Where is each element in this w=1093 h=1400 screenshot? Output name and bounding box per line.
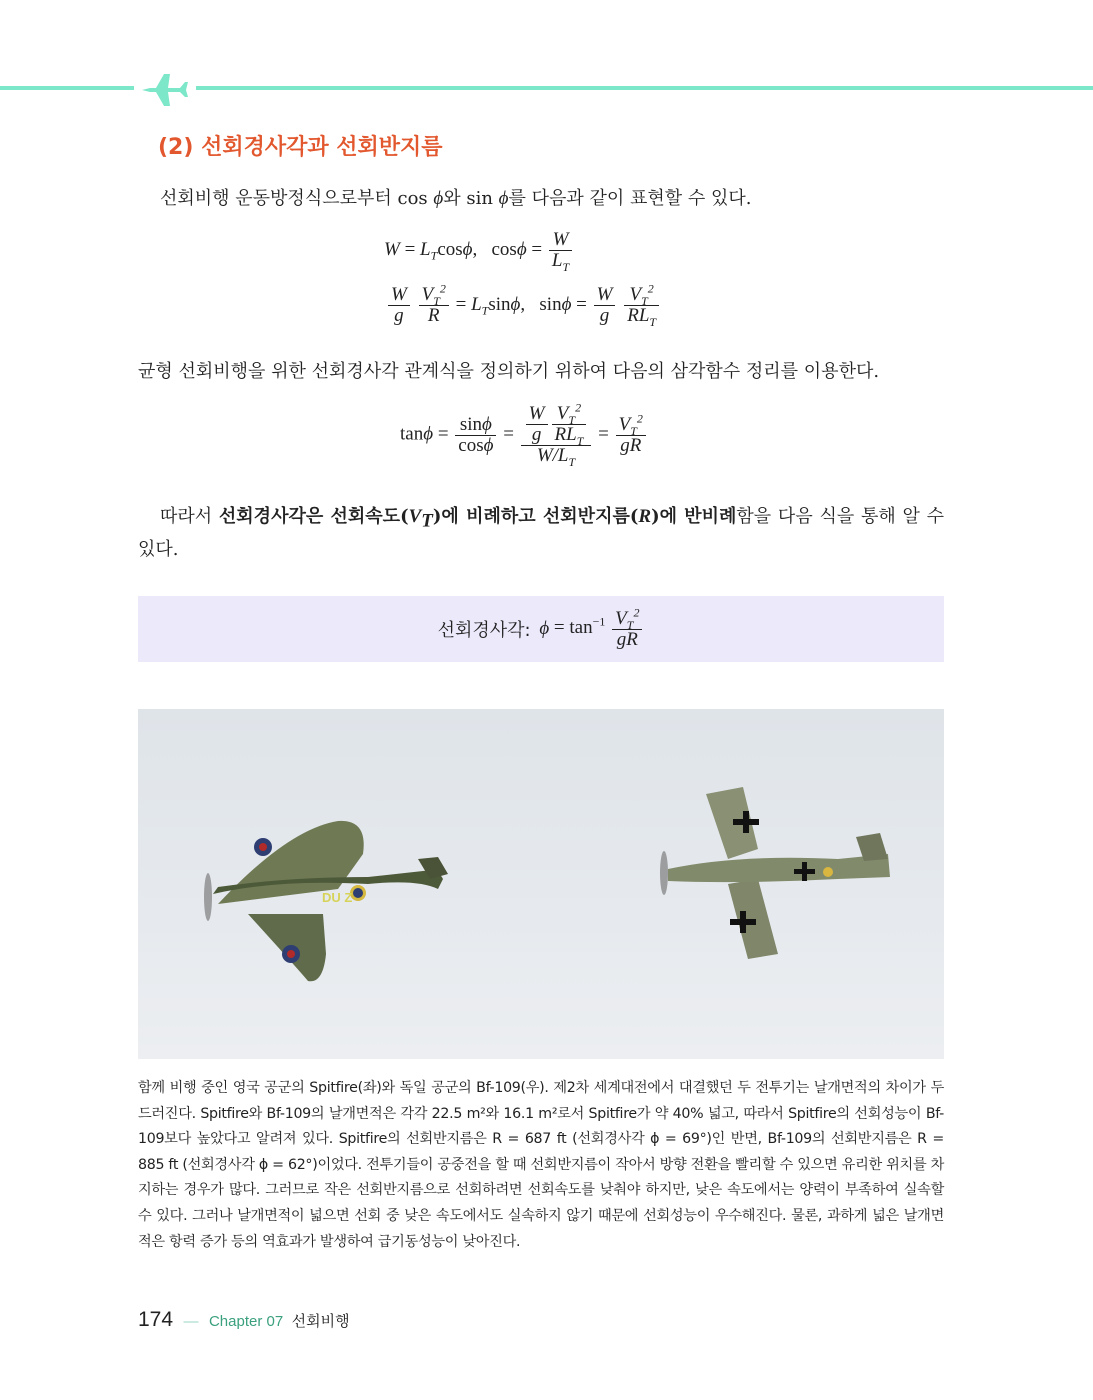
- chapter-title: 선회비행: [291, 1312, 350, 1330]
- section-title: (2) 선회경사각과 선회반지름: [158, 135, 443, 160]
- bank-angle-formula-box: [138, 596, 944, 662]
- equation-tan-phi: tanϕ = $\frac{\sin\phi}{\cos\phi}$ = $\frac{W}{g}$ $\frac{V_T^2}{RL_T}$ $W/L_T$ = $\frac{V_T^2}{gR}$: [400, 404, 648, 466]
- formula-label: 선회경사각:: [437, 620, 531, 641]
- paragraph-trig: 균형 선회비행을 위한 선회경사각 관계식을 정의하기 위하여 다음의 삼각함수 정리를 이용한다.: [138, 361, 880, 382]
- aircraft-photo: [138, 709, 944, 1059]
- paragraph-conclusion: 따라서 선회경사각은 선회속도$(V_T)$에 비례하고 선회반지름(R)에 반비례함을 다음 식을 통해 알 수 있다.: [138, 506, 944, 560]
- paragraph-intro: 선회비행 운동방정식으로부터 cos ϕ와 sin ϕ를 다음과 같이 표현할 수 있다.: [160, 188, 752, 209]
- bank-angle-formula: $\phi = \tan^{-1}$ $\frac{V_T^2}{gR}$: [535, 609, 645, 650]
- spitfire-aircraft: [204, 821, 448, 981]
- photo-caption: 함께 비행 중인 영국 공군의 Spitfire(좌)와 독일 공군의 Bf-109(우). 제2차 세계대전에서 대결했던 두 전투기는 날개면적의 차이가 두드러진다. Spitfire와 Bf-109의 날개면적은 각각 22.5 m²와 16.1 m²로서 Spitfire가 약 40% 넓고, 따라서 Spitfire의 선회성능이 Bf-109보다 높았다고 알려져 있다. Spitfire의 선회반지름은 R = 687 ft (선회경사각 ϕ = 69°)인 반면, Bf-109의 선회반지름은 R = 885 ft (선회경사각 ϕ = 62°)이었다. 전투기들이 공중전을 할 때 선회반지름이 작아서 방향 전환을 빨리할 수 있으면 유리한 위치를 차지하는 경우가 많다. 그러므로 작은 선회반지름으로 선회하려면 선회속도를 낮춰야 하지만, 낮은 속도에서는 양력이 부족하여 실속할 수 있다. 그러나 날개면적이 넓으면 선회 중 낮은 속도에서도 실속하지 않기 때문에 선회성능이 우수해진다. 물론, 과하게 넓은 날개면적은 항력 증가 등의 역효과가 발생하여 급기동성능이 낮아진다.: [138, 1080, 944, 1250]
- bf109-aircraft: [660, 787, 890, 959]
- header-rule-right: [196, 86, 1093, 90]
- equation-sin-phi: $\frac{W}{g}$ $\frac{V_T^2}{R}$ = $L_T\sin\phi$, sinϕ = $\frac{W}{g}$ $\frac{V_T^2}{RL_T}$: [386, 285, 661, 326]
- chapter-label: Chapter 07: [208, 1313, 284, 1330]
- footer-separator: —: [183, 1313, 199, 1330]
- page-number: 174: [138, 1308, 174, 1331]
- page-footer: [138, 1308, 350, 1332]
- airplane-icon: [140, 64, 190, 114]
- equation-cos-phi: $W = L_T\cos\phi$, cosϕ = $\frac{W}{L_T}$: [384, 230, 574, 271]
- header-rule-left: [0, 86, 134, 90]
- spitfire-marking: DU Z: [322, 890, 353, 905]
